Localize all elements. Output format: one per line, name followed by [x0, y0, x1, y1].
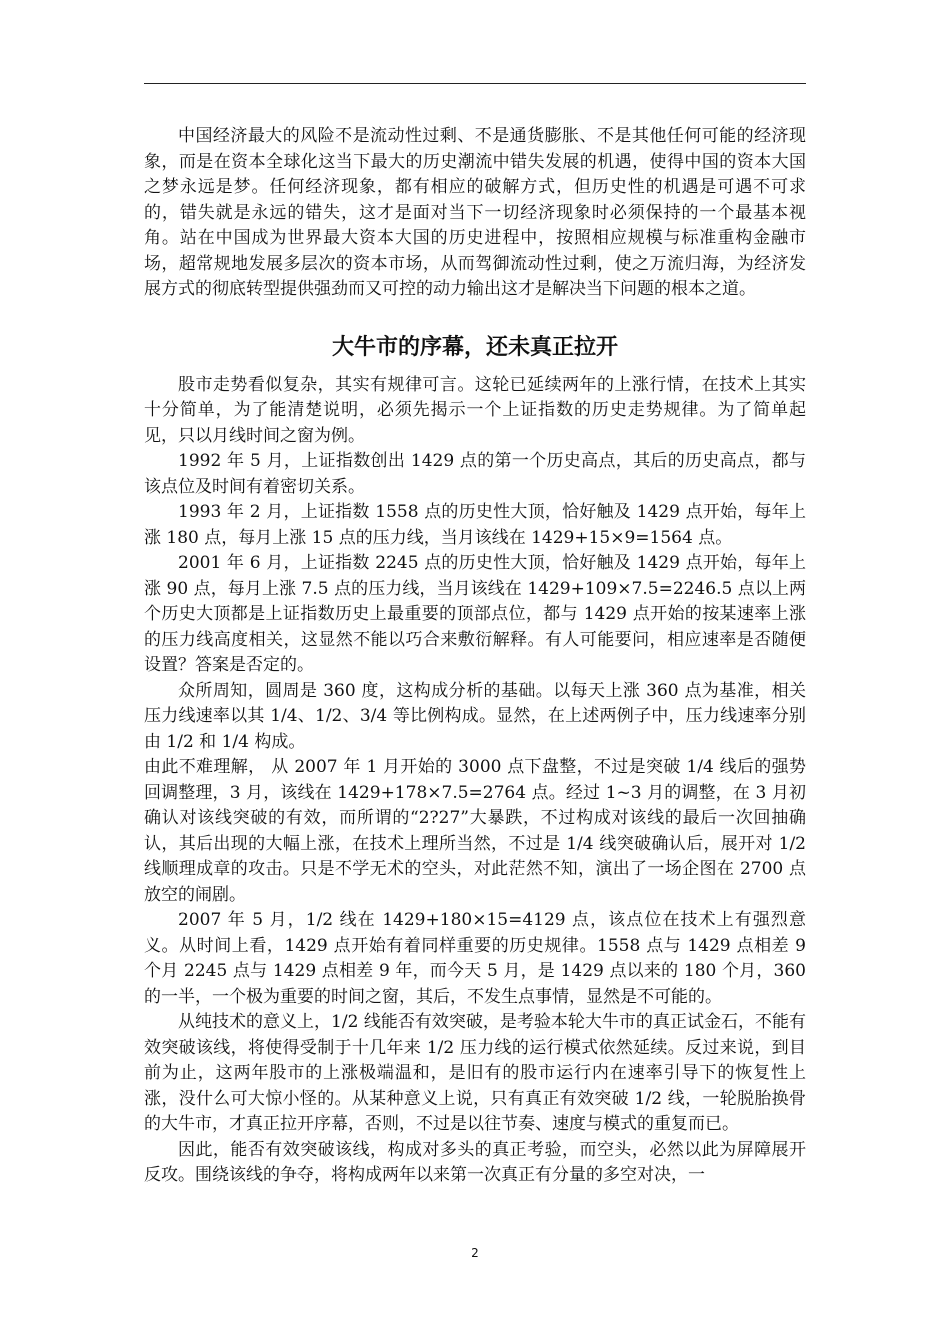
body-paragraph: 众所周知，圆周是 360 度，这构成分析的基础。以每天上涨 360 点为基准，相关压力线速率以其 1/4、1/2、3/4 等比例构成。显然，在上述两例子中，压力线速率分别由 1/2 和 1/4 构成。 — [144, 680, 806, 752]
page-number: 2 — [471, 1246, 479, 1260]
body-paragraph: 由此不难理解， 从 2007 年 1 月开始的 3000 点下盘整，不过是突破 1/4 线后的强势回调整理，3 月，该线在 1429+178×7.5=2764 点。经过 1~3 月的调整，在 3 月初确认对该线突破的有效，而所谓的“2?27”大暴跌，不过构成对该线的最后一次回抽确认，其后出现的大幅上涨，在技术上理所当然，不过是 1/4 线突破确认后，展开对 1/2 线顺理成章的攻击。只是不学无术的空头，对此茫然不知，演出了一场企图在 2700 点放空的闹剧。 — [144, 757, 806, 905]
body-paragraph: 2001 年 6 月，上证指数 2245 点的历史性大顶，恰好触及 1429 点开始，每年上涨 90 点，每月上涨 7.5 点的压力线，当月该线在 1429+109×7.5=2246.5 点以上两个历史大顶都是上证指数历史上最重要的顶部点位，都与 1429 点开始的按某速率上涨的压力线高度相关，这显然不能以巧合来敷衍解释。有人可能要问，相应速率是否随便设置？答案是否定的。 — [144, 553, 806, 675]
body-paragraph: 1992 年 5 月，上证指数创出 1429 点的第一个历史高点，其后的历史高点，都与该点位及时间有着密切关系。 — [144, 451, 806, 497]
document-body — [144, 124, 806, 1189]
body-paragraph: 1993 年 2 月，上证指数 1558 点的历史性大顶，恰好触及 1429 点开始，每年上涨 180 点，每月上涨 15 点的压力线，当月该线在 1429+15×9=1564 点。 — [144, 502, 806, 548]
body-paragraph: 2007 年 5 月，1/2 线在 1429+180×15=4129 点，该点位在技术上有强烈意义。从时间上看，1429 点开始有着同样重要的历史规律。1558 点与 1429 点相差 9 个月 2245 点与 1429 点相差 9 年，而今天 5 月，是 1429 点以来的 180 个月，360 的一半，一个极为重要的时间之窗，其后，不发生点事情，显然是不可能的。 — [144, 910, 806, 1007]
body-paragraph: 股市走势看似复杂，其实有规律可言。这轮已延续两年的上涨行情，在技术上其实十分简单，为了能清楚说明，必须先揭示一个上证指数的历史走势规律。为了简单起见，只以月线时间之窗为例。 — [144, 374, 806, 446]
section-title: 大牛市的序幕，还未真正拉开 — [331, 334, 618, 360]
body-paragraph: 从纯技术的意义上，1/2 线能否有效突破，是考验本轮大牛市的真正试金石，不能有效突破该线，将使得受制于十几年来 1/2 压力线的运行模式依然延续。反过来说，到目前为止，这两年股市的上涨极端温和，是旧有的股市运行内在速率引导下的恢复性上涨，没什么可大惊小怪的。从某种意义上说，只有真正有效突破 1/2 线，一轮脱胎换骨的大牛市，才真正拉开序幕，否则，不过是以往节奏、速度与模式的重复而已。 — [144, 1012, 806, 1134]
intro-paragraph: 中国经济最大的风险不是流动性过剩、不是通货膨胀、不是其他任何可能的经济现象，而是在资本全球化这当下最大的历史潮流中错失发展的机遇，使得中国的资本大国之梦永远是梦。任何经济现象，都有相应的破解方式，但历史性的机遇是可遇不可求的，错失就是永远的错失，这才是面对当下一切经济现象时必须保持的一个最基本视角。站在中国成为世界最大资本大国的历史进程中，按照相应规模与标准重构金融市场，超常规地发展多层次的资本市场，从而驾御流动性过剩，使之万流归海，为经济发展方式的彻底转型提供强劲而又可控的动力输出这才是解决当下问题的根本之道。 — [144, 126, 806, 299]
body-paragraph: 因此，能否有效突破该线，构成对多头的真正考验，而空头，必然以此为屏障展开反攻。围绕该线的争夺，将构成两年以来第一次真正有分量的多空对决，一 — [144, 1139, 806, 1185]
header-rule — [144, 83, 806, 84]
